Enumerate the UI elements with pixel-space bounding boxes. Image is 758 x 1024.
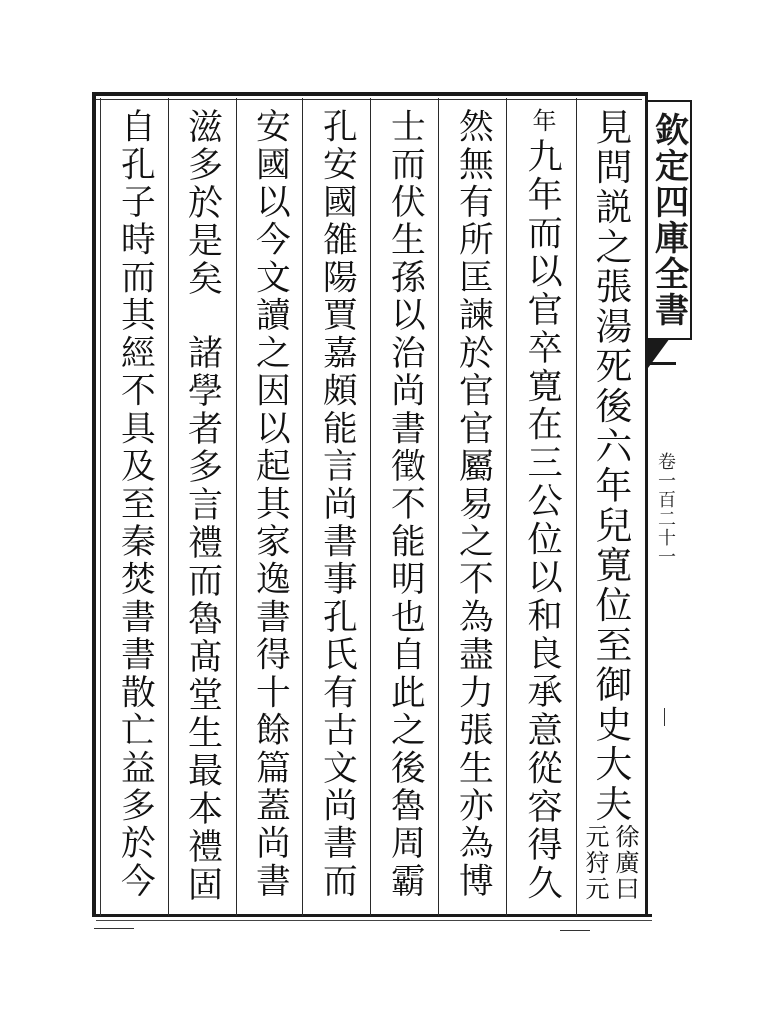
column-text: 見問説之張湯死後六年兒寛位至御史大夫 [589, 108, 633, 825]
frame-top-border [92, 92, 645, 96]
text-column-8 [104, 108, 164, 908]
column-rule [438, 98, 439, 916]
column-rule [302, 98, 303, 916]
column-text-continued: 諸學者多言禮而魯髙堂生最本禮固 [182, 334, 223, 904]
text-column-3 [442, 108, 502, 908]
frame-left-border [92, 92, 96, 917]
column-rule [506, 98, 507, 916]
interlinear-note [583, 824, 637, 902]
frame-bottom-border [92, 914, 652, 917]
book-title-cartouche [648, 100, 692, 340]
column-text: 士而伏生孫以治尚書徵不能明也自此之後魯周霸 [384, 108, 425, 901]
print-speck [94, 928, 134, 929]
fish-tail-rule [648, 362, 676, 365]
text-column-6 [239, 108, 299, 908]
margin-tick [664, 708, 665, 726]
frame-bottom-inner-border [96, 920, 652, 921]
print-speck [560, 930, 590, 931]
column-rule [168, 98, 169, 916]
column-rule [370, 98, 371, 916]
book-title: 欽定四庫全書 [648, 112, 689, 328]
column-text: 然無有所匡諫於官官屬易之不為盡力張生亦為博 [452, 108, 493, 901]
column-rule [576, 98, 577, 916]
volume-label: 卷一百二十一 [655, 452, 676, 566]
text-column-1 [580, 108, 640, 908]
text-column-2 [512, 108, 572, 908]
note-left: 元狩元 [581, 824, 609, 903]
column-text: 九年而以官卒寛在三公位以和良承意從容得久 [521, 138, 563, 903]
column-text: 滋多於是矣 [182, 108, 223, 298]
note-lead: 年 [528, 108, 556, 138]
frame-top-inner-border [96, 99, 642, 100]
text-column-4 [374, 108, 434, 908]
volume-label-box [653, 452, 677, 592]
column-text: 安國以今文讀之因以起其家逸書得十餘篇蓋尚書 [249, 108, 290, 901]
column-rule [236, 98, 237, 916]
note-right: 徐廣曰 [611, 824, 639, 903]
column-text: 自孔子時而其經不具及至秦焚書書散亡益多於今 [114, 108, 155, 901]
text-column-5 [306, 108, 366, 908]
frame-left-inner-border [100, 98, 101, 916]
text-column-7 [172, 108, 232, 908]
column-text: 孔安國雒陽賈嘉頗能言尚書事孔氏有古文尚書而 [316, 108, 357, 901]
